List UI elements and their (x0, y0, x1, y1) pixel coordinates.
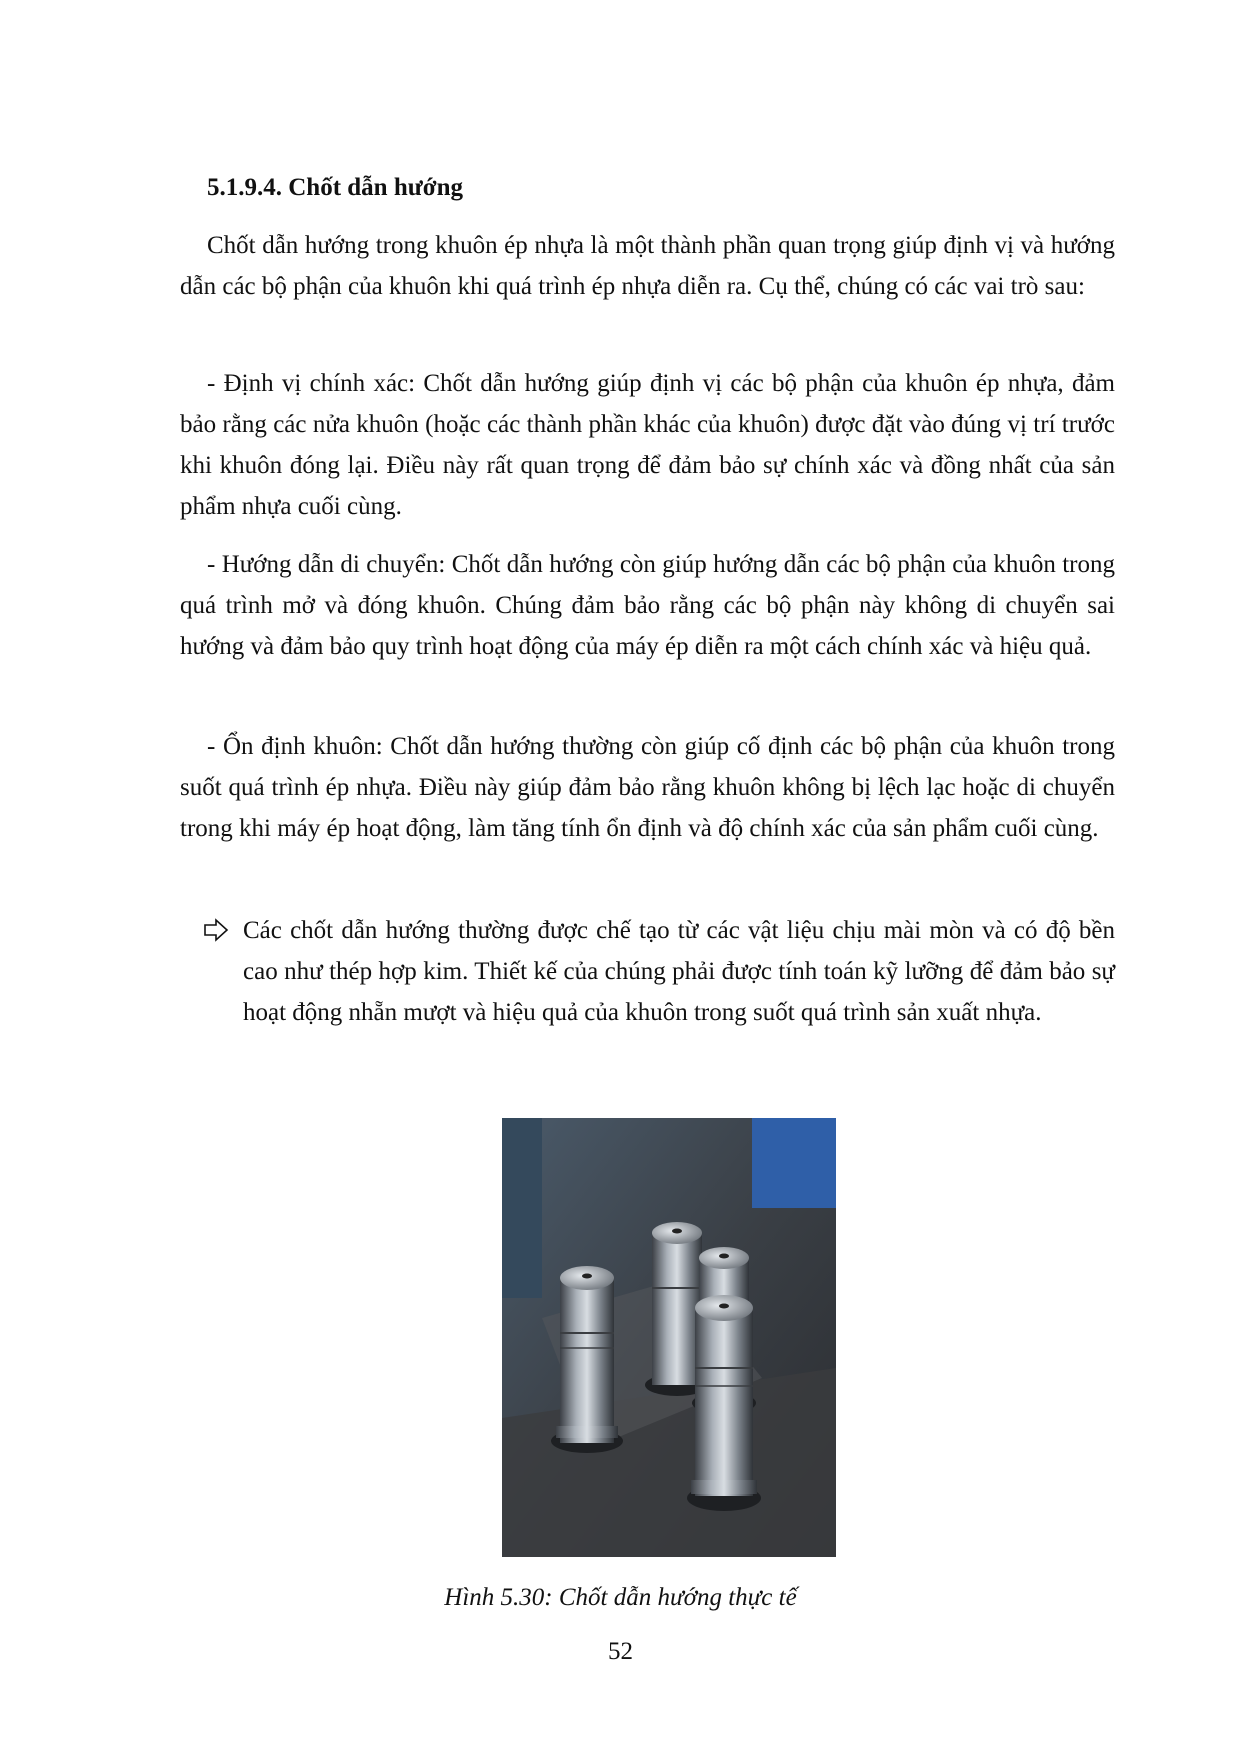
conclusion-text: Các chốt dẫn hướng thường được chế tạo từ các vật liệu chịu mài mòn và có độ bền cao như thép hợp kim. Thiết kế của chúng phải được tính toán kỹ lưỡng để đảm bảo sự hoạt động nhẵn mượt và hiệu quả của khuôn trong suốt quá trình sản xuất nhựa. (243, 917, 1115, 1026)
figure-caption: Hình 5.30: Chốt dẫn hướng thực tế (444, 1584, 797, 1611)
page-number: 52 (608, 1638, 633, 1665)
section-heading: 5.1.9.4. Chốt dẫn hướng (207, 174, 463, 201)
guide-pins-photo (502, 1118, 836, 1557)
item-precise-positioning: - Định vị chính xác: Chốt dẫn hướng giúp định vị các bộ phận của khuôn ép nhựa, đảm bảo rằng các nửa khuôn (hoặc các thành phần khác của khuôn) được đặt vào đúng vị trí trước khi khuôn đóng lại. Điều này rất quan trọng để đảm bảo sự chính xác và đồng nhất của sản phẩm nhựa cuối cùng. (180, 370, 1115, 520)
outline-arrow-right-icon (203, 917, 229, 943)
item-movement-guidance: - Hướng dẫn di chuyển: Chốt dẫn hướng còn giúp hướng dẫn các bộ phận của khuôn trong quá trình mở và đóng khuôn. Chúng đảm bảo rằng các bộ phận này không di chuyển sai hướng và đảm bảo quy trình hoạt động của máy ép diễn ra một cách chính xác và hiệu quả. (180, 551, 1115, 660)
intro-paragraph: Chốt dẫn hướng trong khuôn ép nhựa là một thành phần quan trọng giúp định vị và hướng dẫn các bộ phận của khuôn khi quá trình ép nhựa diễn ra. Cụ thể, chúng có các vai trò sau: (180, 232, 1115, 300)
item-mold-stability: - Ổn định khuôn: Chốt dẫn hướng thường còn giúp cố định các bộ phận của khuôn trong suốt quá trình ép nhựa. Điều này giúp đảm bảo rằng khuôn không bị lệch lạc hoặc di chuyển trong khi máy ép hoạt động, làm tăng tính ổn định và độ chính xác của sản phẩm cuối cùng. (180, 733, 1115, 842)
